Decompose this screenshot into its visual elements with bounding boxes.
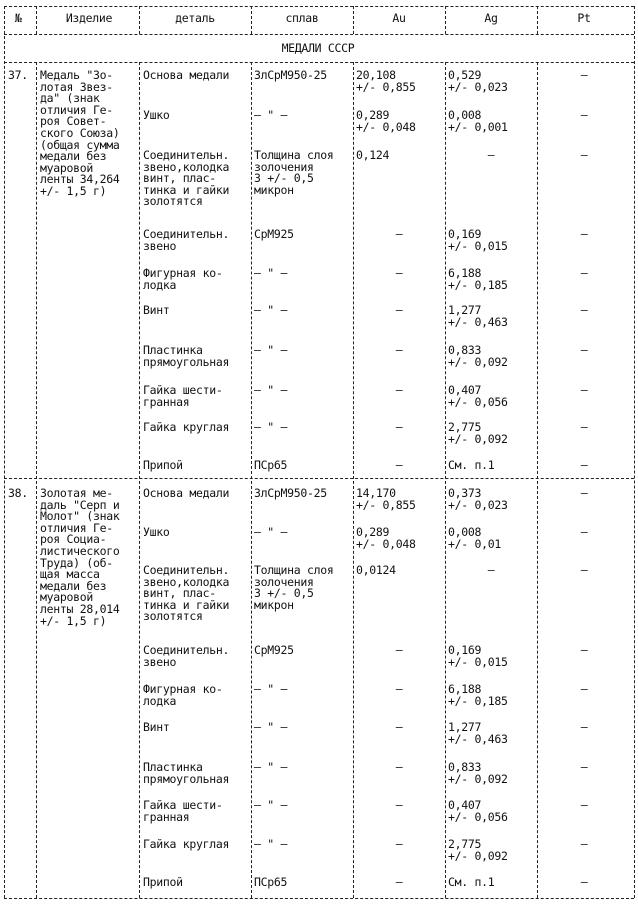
part-pt: – xyxy=(580,458,588,472)
header-column-rule xyxy=(251,6,252,34)
part-name: Гайка шести- гранная xyxy=(143,798,223,824)
part-name: Фигурная ко- лодка xyxy=(143,682,223,708)
header-number: № xyxy=(14,11,22,25)
part-name: Основа медали xyxy=(143,486,230,500)
part-au: 14,170 +/- 0,855 xyxy=(356,486,416,512)
part-au: – xyxy=(395,875,403,889)
part-au: 0,0124 xyxy=(356,563,396,577)
part-pt: – xyxy=(580,563,588,577)
header-au: Au xyxy=(392,11,406,25)
header-alloy: сплав xyxy=(285,11,319,25)
part-ag: 0,169 +/- 0,015 xyxy=(448,227,508,253)
part-ag: См. п.1 xyxy=(448,875,495,889)
part-au: – xyxy=(395,720,403,734)
part-ag: 0,407 +/- 0,056 xyxy=(448,383,508,409)
part-name: Гайка круглая xyxy=(143,420,230,434)
part-name: Припой xyxy=(143,458,183,472)
part-alloy: ЗлСрМ950-25 xyxy=(254,68,327,82)
part-name: Соединительн. звено xyxy=(143,643,230,669)
part-ag: – xyxy=(487,148,495,162)
part-pt: – xyxy=(580,266,588,280)
part-pt: – xyxy=(580,68,588,82)
part-au: – xyxy=(395,760,403,774)
table-bottom-rule xyxy=(4,898,634,899)
part-pt: – xyxy=(580,720,588,734)
part-ag: 0,008 +/- 0,01 xyxy=(448,525,501,551)
part-pt: – xyxy=(580,682,588,696)
part-au: – xyxy=(395,266,403,280)
part-pt: – xyxy=(580,148,588,162)
part-ag: 2,775 +/- 0,092 xyxy=(448,420,508,446)
header-bottom-rule xyxy=(4,34,634,35)
part-pt: – xyxy=(580,383,588,397)
part-ag: 0,833 +/- 0,092 xyxy=(448,760,508,786)
part-pt: – xyxy=(580,837,588,851)
part-pt: – xyxy=(580,227,588,241)
medal-description: Медаль "Зо- лотая Звез- да" (знак отличия Ге- роя Совет- ского Союза) (общая сумма медали без муаровой ленты 34,264 +/- 1,5 г) xyxy=(40,68,120,198)
part-pt: – xyxy=(580,875,588,889)
part-pt: – xyxy=(580,420,588,434)
part-alloy: Толщина слоя золочения 3 +/- 0,5 микрон xyxy=(254,148,334,197)
part-alloy: – " – xyxy=(254,837,288,851)
part-name: Фигурная ко- лодка xyxy=(143,266,223,292)
medal-divider-rule xyxy=(4,478,634,479)
part-au: 0,289 +/- 0,048 xyxy=(356,108,416,134)
part-au: – xyxy=(395,227,403,241)
part-name: Винт xyxy=(143,303,170,317)
part-name: Соединительн. звено,колодка винт, плас- тинка и гайки золотятся xyxy=(143,563,230,624)
part-au: 20,108 +/- 0,855 xyxy=(356,68,416,94)
part-alloy: – " – xyxy=(254,682,288,696)
header-item: Изделие xyxy=(65,11,113,25)
part-alloy: – " – xyxy=(254,266,288,280)
part-pt: – xyxy=(580,486,588,500)
column-rule xyxy=(537,62,538,898)
part-ag: 0,833 +/- 0,092 xyxy=(448,343,508,369)
part-name: Гайка круглая xyxy=(143,837,230,851)
section-title: МЕДАЛИ СССР xyxy=(281,41,355,55)
column-rule xyxy=(36,62,37,898)
section-bottom-rule xyxy=(4,62,634,63)
medal-number: 38. xyxy=(8,486,28,500)
part-ag: 0,008 +/- 0,001 xyxy=(448,108,508,134)
header-pt: Pt xyxy=(577,11,591,25)
part-alloy: ЗлСрМ950-25 xyxy=(254,486,327,500)
part-ag: 6,188 +/- 0,185 xyxy=(448,682,508,708)
part-ag: 1,277 +/- 0,463 xyxy=(448,303,508,329)
part-name: Соединительн. звено,колодка винт, плас- тинка и гайки золотятся xyxy=(143,148,230,209)
part-name: Ушко xyxy=(143,108,170,122)
left-border xyxy=(4,6,5,898)
part-alloy: – " – xyxy=(254,108,288,122)
part-name: Пластинка прямоугольная xyxy=(143,343,230,369)
part-ag: См. п.1 xyxy=(448,458,495,472)
part-alloy: СрМ925 xyxy=(254,227,294,241)
part-alloy: – " – xyxy=(254,343,288,357)
part-pt: – xyxy=(580,108,588,122)
part-ag: 2,775 +/- 0,092 xyxy=(448,837,508,863)
part-ag: 1,277 +/- 0,463 xyxy=(448,720,508,746)
part-name: Соединительн. звено xyxy=(143,227,230,253)
part-alloy: – " – xyxy=(254,420,288,434)
part-name: Пластинка прямоугольная xyxy=(143,760,230,786)
header-part: деталь xyxy=(175,11,215,25)
part-pt: – xyxy=(580,643,588,657)
right-border xyxy=(634,6,635,898)
part-pt: – xyxy=(580,798,588,812)
part-au: – xyxy=(395,383,403,397)
part-ag: 0,373 +/- 0,023 xyxy=(448,486,508,512)
header-column-rule xyxy=(445,6,446,34)
part-alloy: СрМ925 xyxy=(254,643,294,657)
part-name: Гайка шести- гранная xyxy=(143,383,223,409)
part-pt: – xyxy=(580,343,588,357)
part-alloy: ПСр65 xyxy=(254,875,288,889)
part-au: – xyxy=(395,458,403,472)
part-au: – xyxy=(395,798,403,812)
part-au: – xyxy=(395,837,403,851)
header-column-rule xyxy=(139,6,140,34)
part-alloy: – " – xyxy=(254,303,288,317)
part-name: Основа медали xyxy=(143,68,230,82)
part-au: – xyxy=(395,643,403,657)
header-ag: Ag xyxy=(484,11,498,25)
header-column-rule xyxy=(36,6,37,34)
header-column-rule xyxy=(537,6,538,34)
part-ag: – xyxy=(487,563,495,577)
part-alloy: – " – xyxy=(254,525,288,539)
part-ag: 0,407 +/- 0,056 xyxy=(448,798,508,824)
part-pt: – xyxy=(580,303,588,317)
medal-number: 37. xyxy=(8,68,28,82)
part-au: 0,289 +/- 0,048 xyxy=(356,525,416,551)
part-ag: 6,188 +/- 0,185 xyxy=(448,266,508,292)
part-au: – xyxy=(395,420,403,434)
part-au: 0,124 xyxy=(356,148,390,162)
part-alloy: – " – xyxy=(254,383,288,397)
part-pt: – xyxy=(580,760,588,774)
medal-description: Золотая ме- даль "Серп и Молот" (знак отличия Ге- роя Социа- листического Труда) (об- щая масса медали без муаровой ленты 28,014 +/- 1,5 г) xyxy=(40,486,120,628)
part-alloy: – " – xyxy=(254,798,288,812)
part-name: Винт xyxy=(143,720,170,734)
part-name: Припой xyxy=(143,875,183,889)
part-au: – xyxy=(395,343,403,357)
part-ag: 0,529 +/- 0,023 xyxy=(448,68,508,94)
part-name: Ушко xyxy=(143,525,170,539)
part-alloy: – " – xyxy=(254,760,288,774)
part-alloy: – " – xyxy=(254,720,288,734)
header-column-rule xyxy=(353,6,354,34)
column-rule xyxy=(353,62,354,898)
table-top-rule xyxy=(4,6,634,7)
part-au: – xyxy=(395,682,403,696)
part-au: – xyxy=(395,303,403,317)
column-rule xyxy=(445,62,446,898)
column-rule xyxy=(139,62,140,898)
part-alloy: Толщина слоя золочения 3 +/- 0,5 микрон xyxy=(254,563,334,612)
part-pt: – xyxy=(580,525,588,539)
column-rule xyxy=(251,62,252,898)
part-alloy: ПСр65 xyxy=(254,458,288,472)
part-ag: 0,169 +/- 0,015 xyxy=(448,643,508,669)
